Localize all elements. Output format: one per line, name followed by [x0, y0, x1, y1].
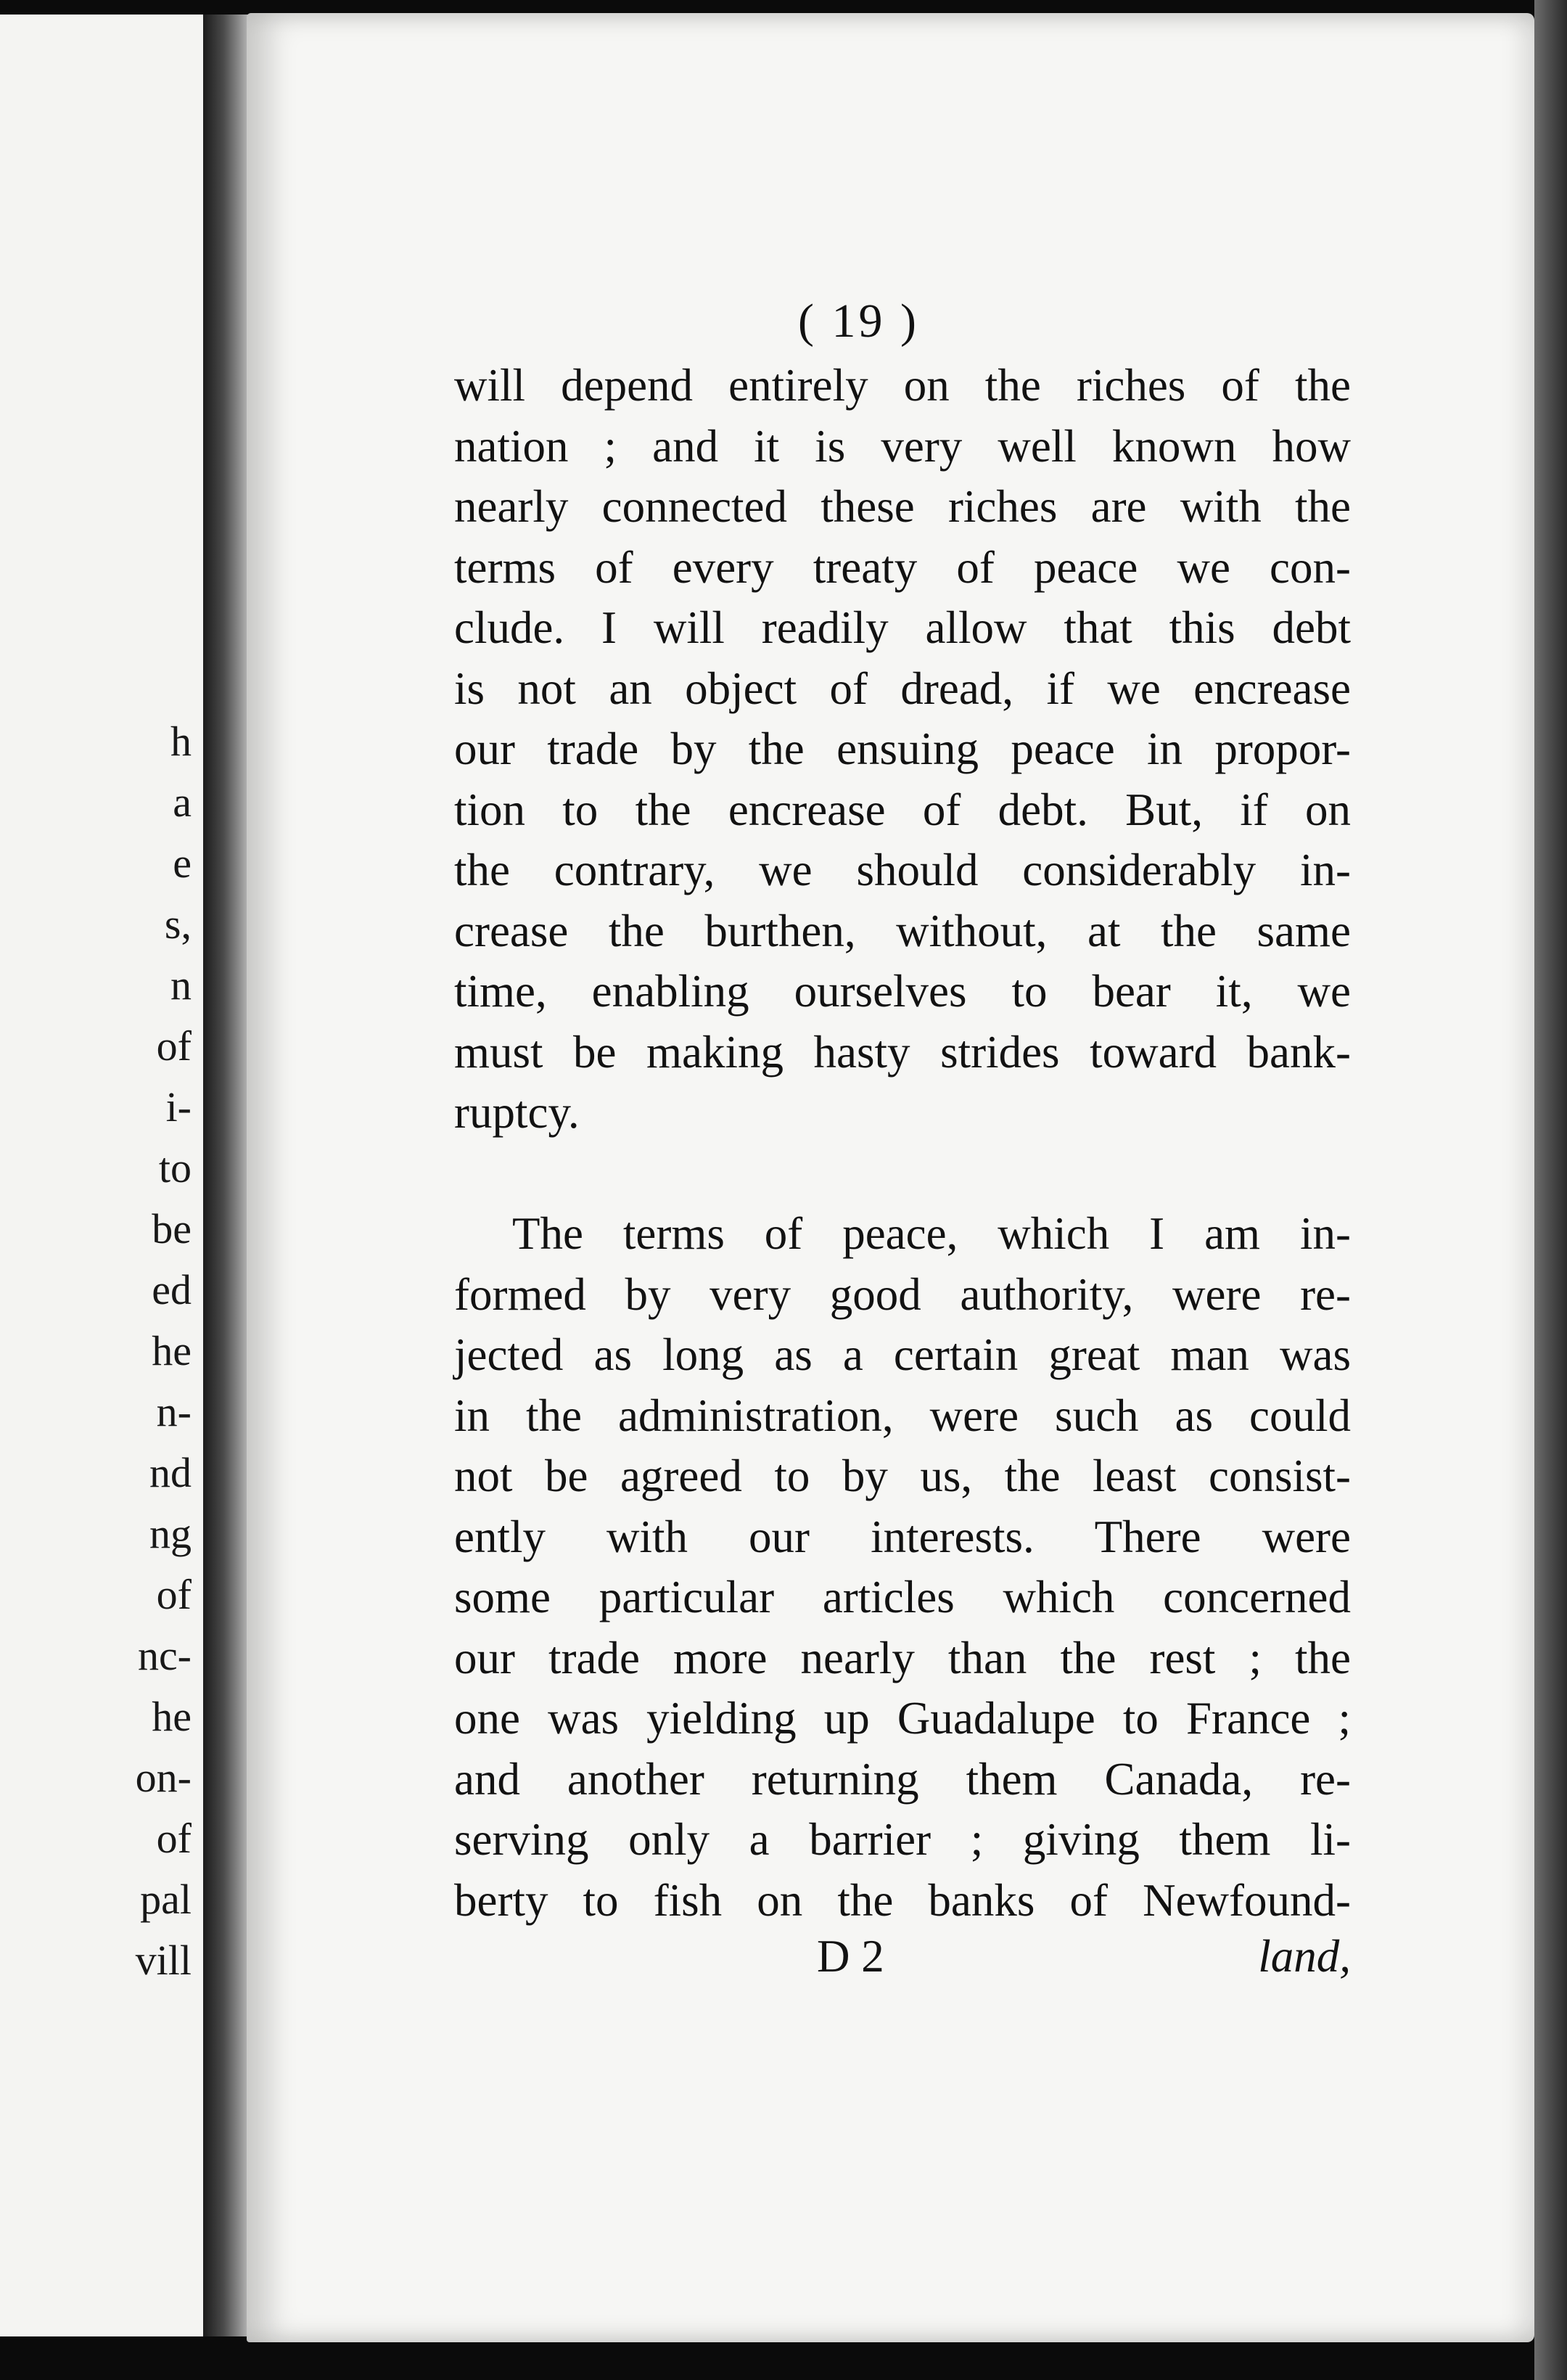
fragment-line: to: [158, 1144, 192, 1191]
fragment-line: on-: [135, 1754, 192, 1801]
fragment-line: vill: [135, 1937, 192, 1984]
text-line: is not an object of dread, if we encrease: [454, 662, 1351, 714]
fragment-line: he: [152, 1327, 192, 1374]
text-line: tion to the encrease of debt. But, if on: [454, 784, 1351, 835]
paragraph-gap: [454, 1144, 1351, 1205]
fragment-line: n: [170, 961, 192, 1009]
text-line: ently with our interests. There were: [454, 1511, 1351, 1562]
fragment-line: n-: [156, 1388, 192, 1435]
signature-mark: D 2: [817, 1931, 884, 1982]
fragment-line: he: [152, 1693, 192, 1740]
text-line: clude. I will readily allow that this debt: [454, 602, 1351, 653]
text-line: formed by very good authority, were re-: [454, 1268, 1351, 1320]
text-line: one was yielding up Guadalupe to France ;: [454, 1693, 1351, 1744]
text-line: will depend entirely on the riches of the: [454, 360, 1351, 411]
fragment-line: nd: [149, 1449, 192, 1496]
text-line: our trade more nearly than the rest ; the: [454, 1632, 1351, 1683]
fragment-line: of: [156, 1571, 192, 1618]
text-line: in the administration, were such as could: [454, 1390, 1351, 1441]
text-line: berty to fish on the banks of Newfound-: [454, 1874, 1351, 1926]
facing-page-text: [0, 711, 196, 1991]
paragraph-1: [454, 356, 1351, 1144]
text-line: The terms of peace, which I am in-: [512, 1208, 1351, 1259]
text-line: crease the burthen, without, at the same: [454, 905, 1351, 956]
fragment-line: h: [170, 718, 192, 765]
text-line: the contrary, we should considerably in-: [454, 845, 1351, 895]
page-body: [454, 356, 1351, 1931]
text-line: nation ; and it is very well known how: [454, 420, 1351, 472]
fragment-line: of: [156, 1815, 192, 1862]
fragment-line: e: [173, 840, 192, 887]
fragment-line: nc-: [137, 1632, 192, 1679]
text-line: nearly connected these riches are with the: [454, 481, 1351, 532]
scan-edge: [1534, 0, 1567, 2380]
text-line: and another returning them Canada, re-: [454, 1753, 1351, 1805]
text-line: some particular articles which concerned: [454, 1572, 1351, 1622]
text-line: terms of every treaty of peace we con-: [454, 541, 1351, 593]
text-line: not be agreed to by us, the least consist-: [454, 1450, 1351, 1501]
fragment-line: be: [152, 1205, 192, 1252]
catchword: land,: [1258, 1931, 1351, 1982]
fragment-line: ng: [149, 1510, 192, 1557]
text-line: our trade by the ensuing peace in propor-: [454, 723, 1351, 774]
fragment-line: i-: [165, 1083, 192, 1130]
fragment-line: a: [173, 779, 192, 826]
text-line: must be making hasty strides toward bank-: [454, 1026, 1351, 1078]
fragment-line: of: [156, 1022, 192, 1070]
paragraph-2: [454, 1204, 1351, 1931]
text-line: time, enabling ourselves to bear it, we: [454, 966, 1351, 1017]
page-number: ( 19 ): [798, 295, 919, 348]
text-line: ruptcy.: [454, 1087, 580, 1138]
fragment-line: s,: [164, 900, 192, 948]
fragment-line: ed: [152, 1266, 192, 1313]
facing-page-fragment: [0, 15, 206, 2336]
fragment-line: pal: [140, 1876, 192, 1923]
page-footer: [454, 1930, 1351, 1995]
text-line: jected as long as a certain great man was: [454, 1329, 1351, 1380]
text-line: serving only a barrier ; giving them li-: [454, 1814, 1351, 1865]
